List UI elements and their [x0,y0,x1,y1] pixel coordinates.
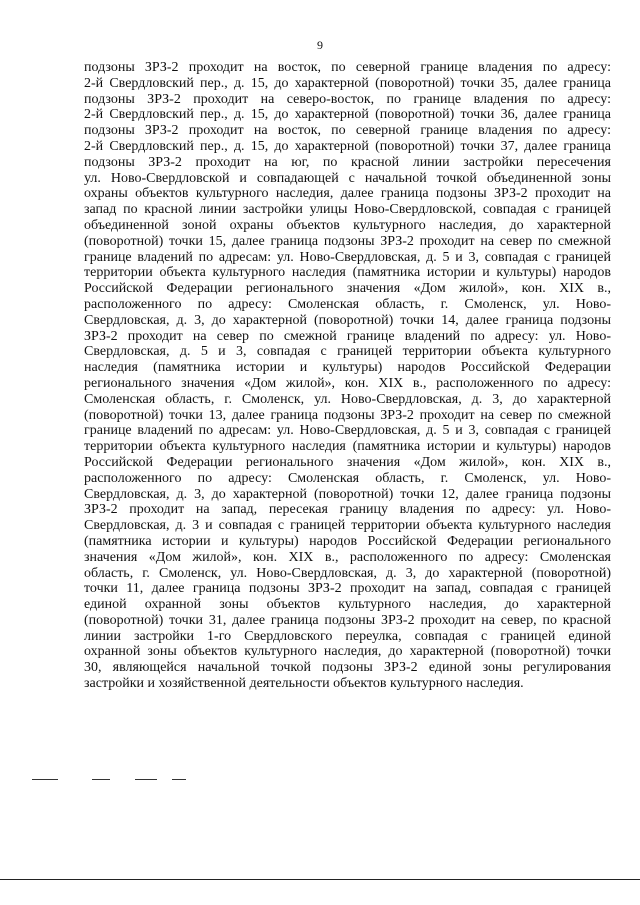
text-line: Свердловская, д. 3 и совпадая с границей территории объекта культурного наследия [84,518,611,534]
text-line: наследия (памятника истории и культуры) народов Российской Федерации [84,360,611,376]
text-line: границе владений по адресам: ул. Ново-Свердловская, д. 5 и 3, совпадая с границей [84,423,611,439]
text-line: охранной зоны объектов культурного наследия, до характерной (поворотной) точки [84,644,611,660]
text-line: расположенного по адресу: Смоленская область, г. Смоленск, ул. Ново- [84,470,611,486]
text-line: запад по красной линии застройки улицы Ново-Свердловской, совпадая с границей [84,202,611,218]
text-line: (поворотной) точки 15, далее граница подзоны ЗРЗ-2 проходит на север по смежной [84,233,611,249]
text-line: (поворотной) точки 13, далее граница подзоны ЗРЗ-2 проходит на север по смежной [84,407,611,423]
text-line: ул. Ново-Свердловской и совпадающей с начальной точкой объединенной зоны [84,170,611,186]
text-line: территории объекта культурного наследия (памятника истории и культуры) народов [84,265,611,281]
text-line: объединенной зоной охраны объектов культурного наследия, до характерной [84,217,611,233]
text-line: Российской Федерации регионального значения «Дом жилой», кон. XIX в., [84,454,611,470]
body-paragraph [84,60,611,692]
text-line: 2-й Свердловский пер., д. 15, до характерной (поворотной) точки 36, далее граница [84,107,611,123]
text-line: Смоленская область, г. Смоленск, ул. Ново-Свердловская, д. 3, до характерной [84,391,611,407]
text-line: охраны объектов культурного наследия, далее граница подзоны ЗРЗ-2 проходит на [84,186,611,202]
text-line: значения «Дом жилой», кон. XIX в., расположенного по адресу: Смоленская [84,549,611,565]
text-line: 30, являющейся начальной точкой подзоны ЗРЗ-2 единой зоны регулирования [84,660,611,676]
text-line: область, г. Смоленск, ул. Ново-Свердловская, д. 3, до характерной (поворотной) [84,565,611,581]
text-line: подзоны ЗРЗ-2 проходит на юг, по красной линии застройки пересечения [84,154,611,170]
scan-mark [92,779,110,780]
scan-mark [135,779,157,780]
text-line: 2-й Свердловский пер., д. 15, до характерной (поворотной) точки 37, далее граница [84,138,611,154]
text-line: подзоны ЗРЗ-2 проходит на восток, по северной границе владения по адресу: [84,123,611,139]
text-line: Свердловская, д. 5 и 3, совпадая с границей территории объекта культурного [84,344,611,360]
text-line: (памятника истории и культуры) народов Российской Федерации регионального [84,533,611,549]
text-line: Российской Федерации регионального значения «Дом жилой», кон. XIX в., [84,281,611,297]
text-line: подзоны ЗРЗ-2 проходит на восток, по северной границе владения по адресу: [84,60,611,75]
text-line: подзоны ЗРЗ-2 проходит на северо-восток, по границе владения по адресу: [84,91,611,107]
scan-mark [32,779,58,780]
text-line: территории объекта культурного наследия (памятника истории и культуры) народов [84,439,611,455]
text-line: ЗРЗ-2 проходит на север по смежной границе владений по адресу: ул. Ново- [84,328,611,344]
text-line: расположенного по адресу: Смоленская область, г. Смоленск, ул. Ново- [84,296,611,312]
text-line: границе владений по адресам: ул. Ново-Свердловская, д. 5 и 3, совпадая с границей [84,249,611,265]
text-line: точки 11, далее граница подзоны ЗРЗ-2 проходит на запад, совпадая с границей [84,581,611,597]
text-line: (поворотной) точки 31, далее граница подзоны ЗРЗ-2 проходит на север, по красной [84,612,611,628]
bottom-rule [0,879,640,880]
scan-mark [172,779,186,780]
text-line: регионального значения «Дом жилой», кон. XIX в., расположенного по адресу: [84,375,611,391]
text-line: застройки и хозяйственной деятельности объектов культурного наследия. [84,676,524,692]
text-line: Свердловская, д. 3, до характерной (поворотной) точки 14, далее граница подзоны [84,312,611,328]
text-line: единой охранной зоны объектов культурного наследия, до характерной [84,597,611,613]
text-line: 2-й Свердловский пер., д. 15, до характерной (поворотной) точки 35, далее граница [84,75,611,91]
text-line: линии застройки 1-го Свердловского переулка, совпадая с границей единой [84,628,611,644]
page-number: 9 [317,38,323,52]
text-line: Свердловская, д. 3, до характерной (поворотной) точки 12, далее граница подзоны [84,486,611,502]
text-line: ЗРЗ-2 проходит на запад, пересекая границу владения по адресу: ул. Ново- [84,502,611,518]
